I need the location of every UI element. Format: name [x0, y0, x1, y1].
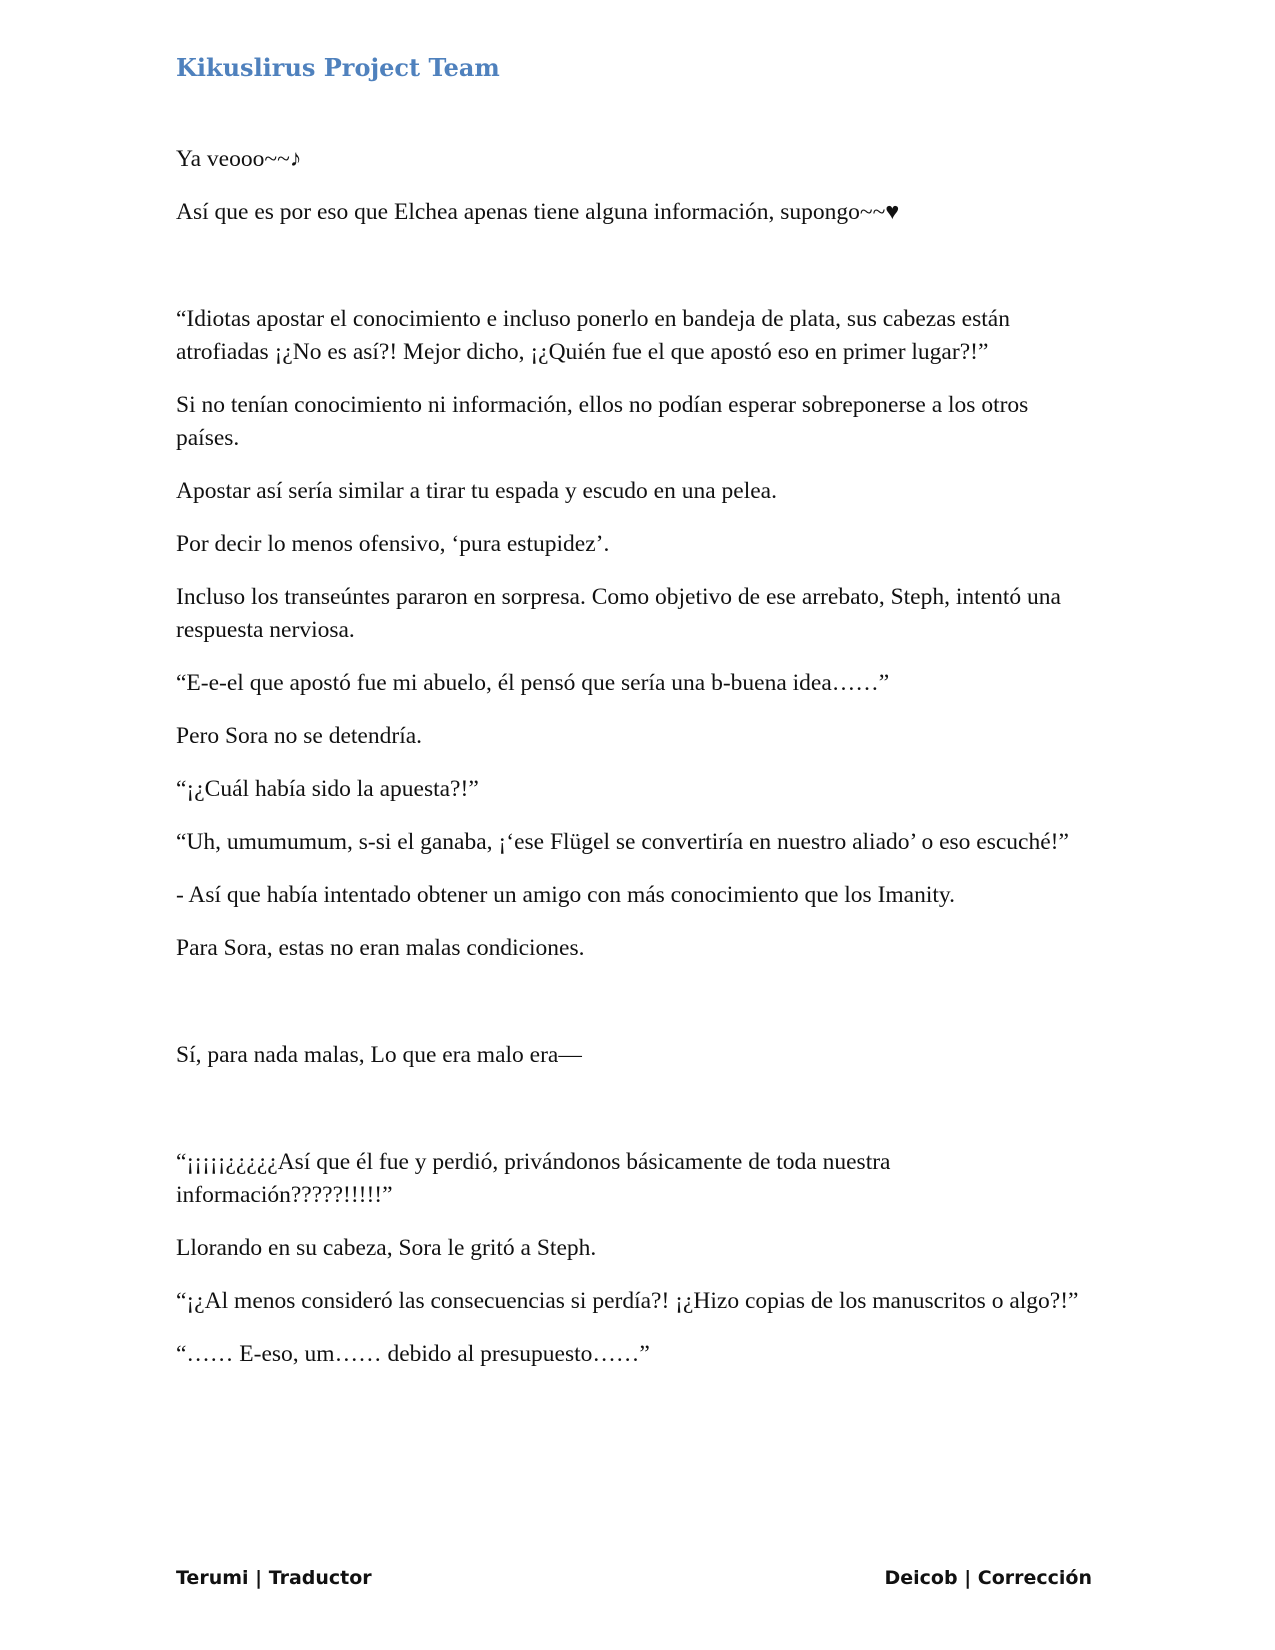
paragraph: “E-e-el que apostó fue mi abuelo, él pensó que sería una b-buena idea……”	[176, 670, 890, 696]
paragraph: Ya veooo~~♪	[176, 146, 302, 172]
paragraph: “¡¿Cuál había sido la apuesta?!”	[176, 776, 479, 802]
blank-line	[176, 249, 1096, 303]
paragraph: Apostar así sería similar a tirar tu espada y escudo en una pelea.	[176, 478, 777, 504]
paragraph: Llorando en su cabeza, Sora le gritó a Steph.	[176, 1235, 597, 1261]
paragraph: Si no tenían conocimiento ni información, ellos no podían esperar sobreponerse a los otros países.	[176, 392, 1029, 451]
blank-line	[176, 985, 1096, 1039]
paragraph: “Idiotas apostar el conocimiento e incluso ponerlo en bandeja de plata, sus cabezas están atrofiadas ¡¿No es así?! Mejor dicho, ¡¿Quién fue el que apostó eso en primer lugar?!”	[176, 306, 1010, 365]
paragraph: “…… E-eso, um…… debido al presupuesto……”	[176, 1341, 650, 1367]
paragraph: Por decir lo menos ofensivo, ‘pura estupidez’.	[176, 531, 610, 557]
paragraph: Para Sora, estas no eran malas condiciones.	[176, 935, 585, 961]
paragraph: Incluso los transeúntes pararon en sorpresa. Como objetivo de ese arrebato, Steph, intentó una respuesta nerviosa.	[176, 584, 1061, 643]
paragraph: Así que es por eso que Elchea apenas tiene alguna información, supongo~~♥	[176, 199, 900, 225]
document-body	[176, 143, 1096, 1391]
footer-proofreader: Deicob | Corrección	[884, 1567, 1092, 1589]
blank-line	[176, 1092, 1096, 1146]
paragraph: “Uh, umumumum, s-si el ganaba, ¡‘ese Flügel se convertiría en nuestro aliado’ o eso escuché!”	[176, 829, 1069, 855]
paragraph: - Así que había intentado obtener un amigo con más conocimiento que los Imanity.	[176, 882, 956, 908]
paragraph: “¡¿Al menos consideró las consecuencias si perdía?! ¡¿Hizo copias de los manuscritos o algo?!”	[176, 1288, 1079, 1314]
paragraph: Pero Sora no se detendría.	[176, 723, 423, 749]
paragraph: Sí, para nada malas, Lo que era malo era—	[176, 1042, 582, 1068]
header-title: Kikuslirus Project Team	[176, 53, 500, 82]
footer-translator: Terumi | Traductor	[176, 1567, 372, 1589]
paragraph: “¡¡¡¡¡¿¿¿¿¿Así que él fue y perdió, privándonos básicamente de toda nuestra información?????!!!!!”	[176, 1149, 891, 1208]
